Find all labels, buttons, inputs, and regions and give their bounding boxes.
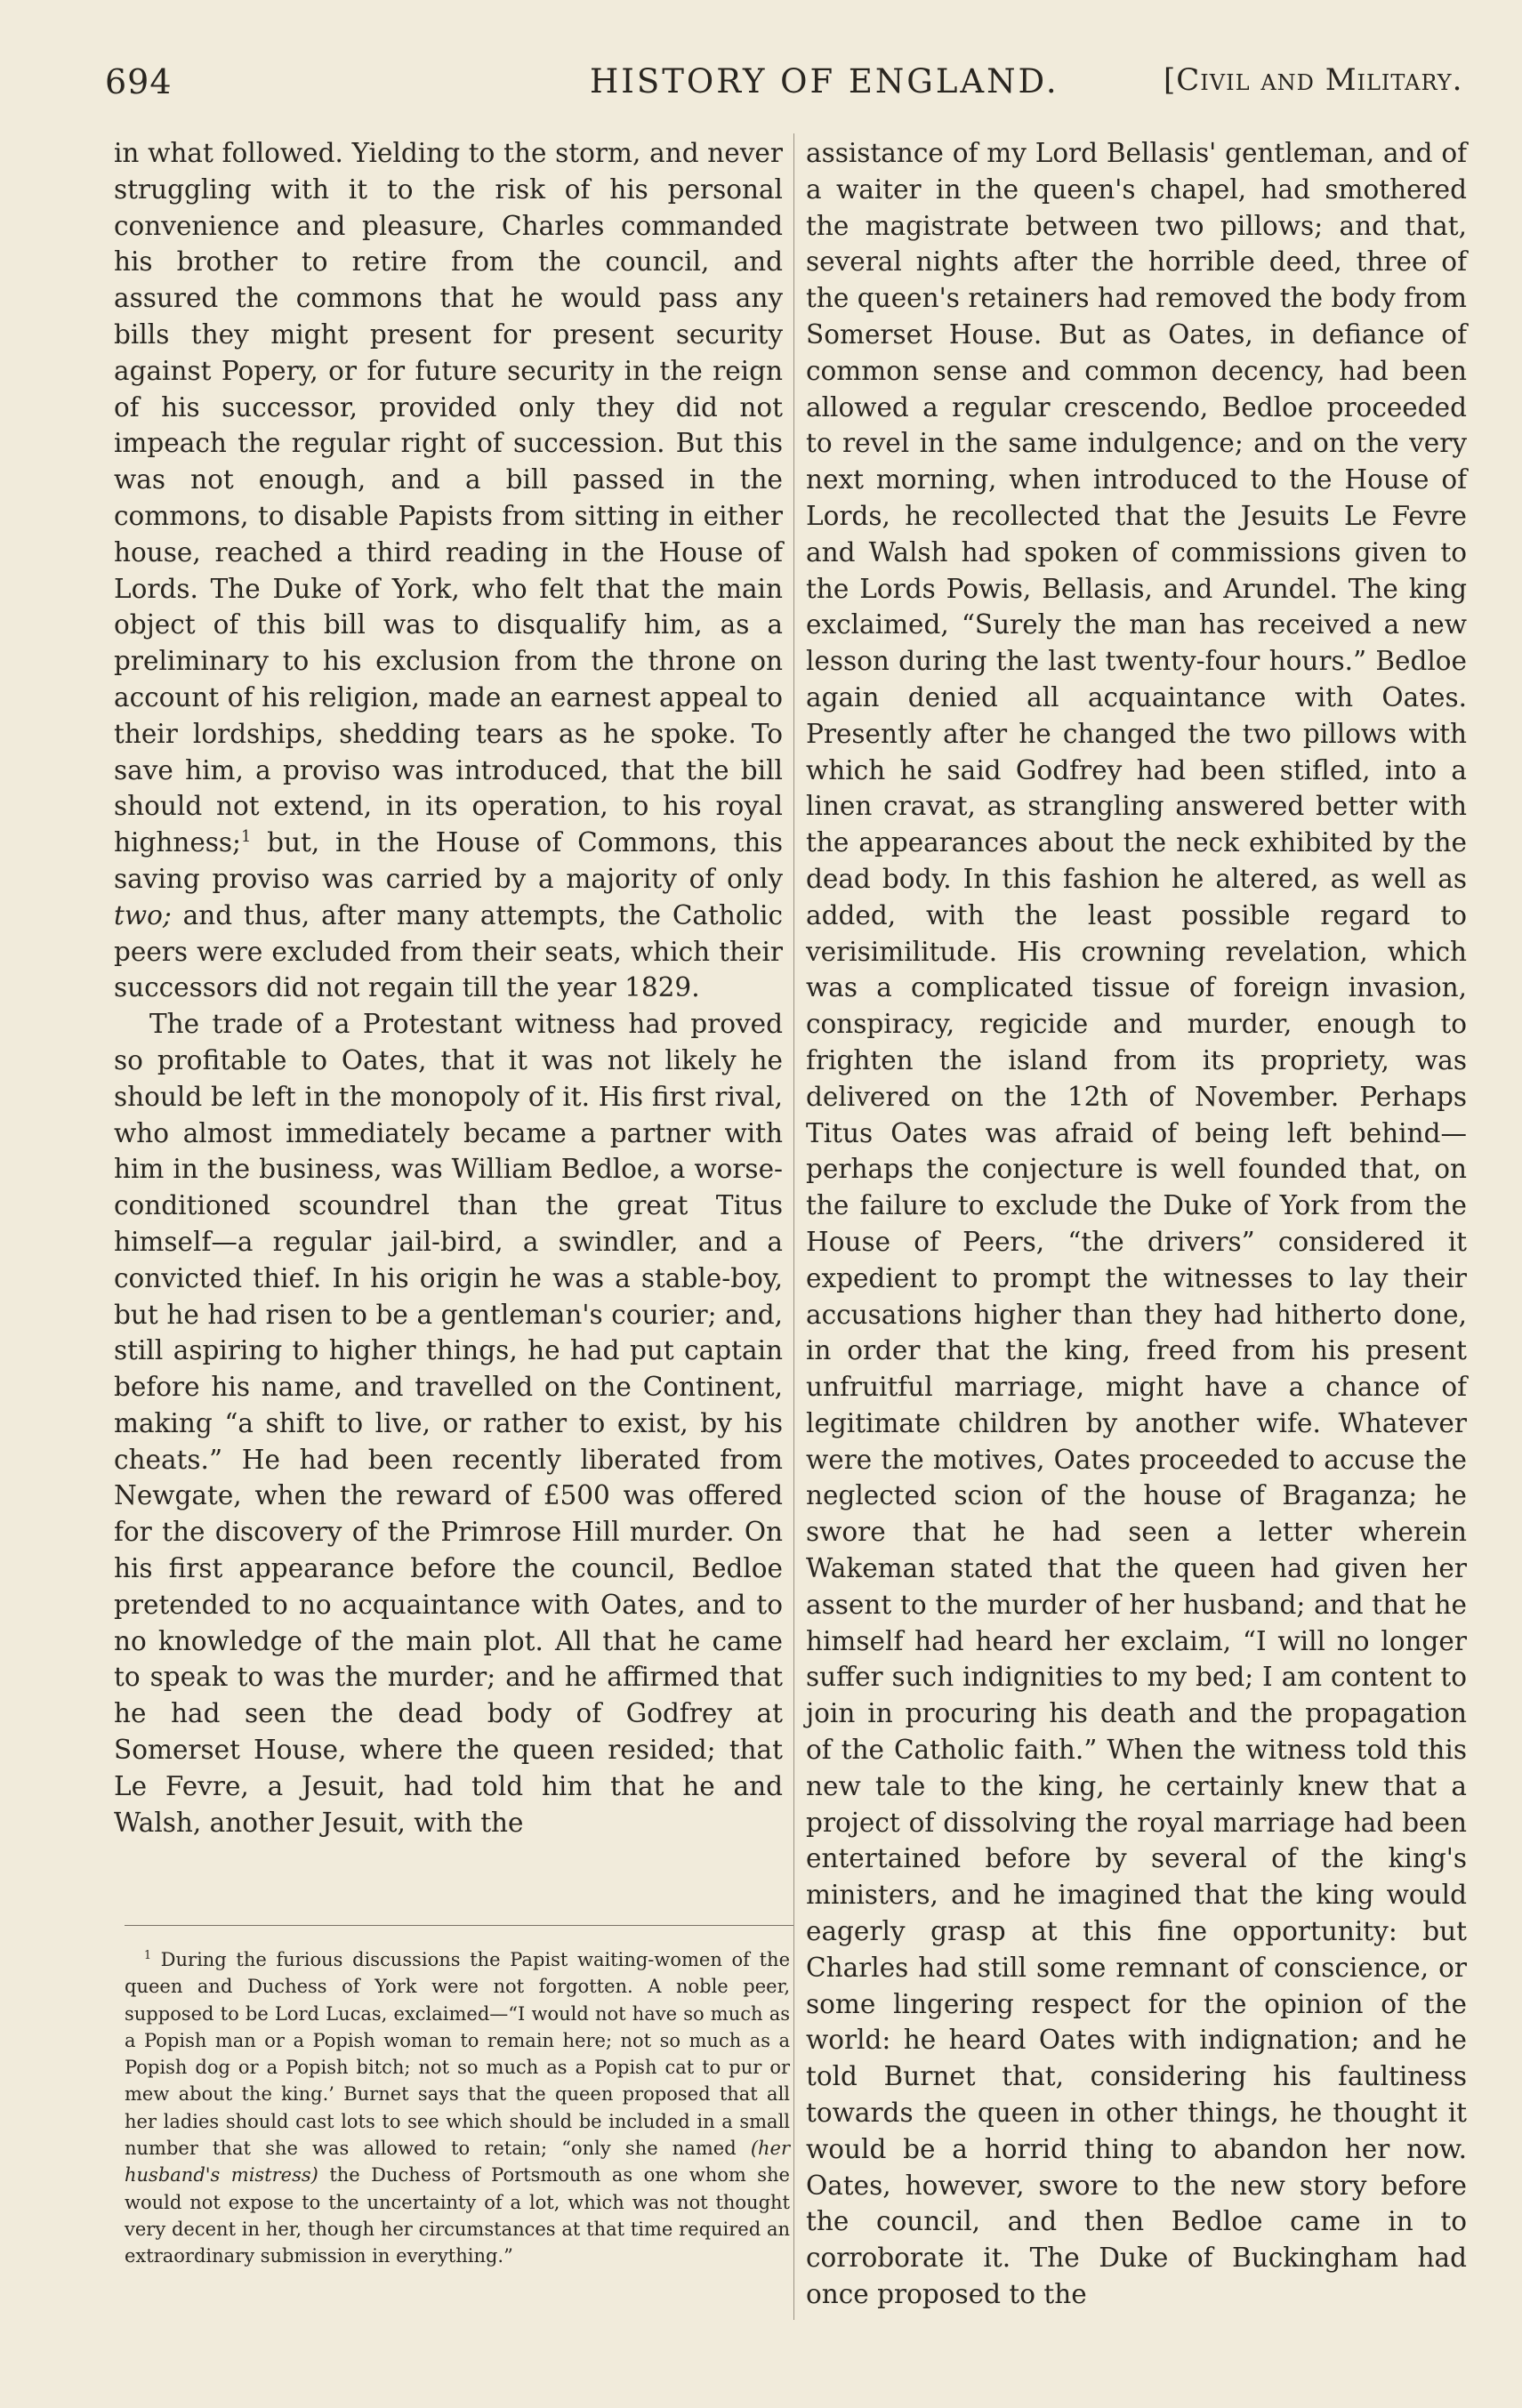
running-title: HISTORY OF ENGLAND. xyxy=(590,62,1059,101)
footnote-marker: 1 xyxy=(144,1948,152,1961)
footnote xyxy=(125,1946,790,2270)
right-column xyxy=(806,135,1467,2313)
left-column xyxy=(114,135,783,1840)
paragraph: The trade of a Protestant witness had proved so profitable to Oates, that it was not likely he should be left in the monopoly of it. His first rival, who almost immediately became a partner with him in the business, was William Bedloe, a worse-conditioned scoundrel than the great Titus himself—a regular jail-bird, a swindler, and a convicted thief. In his origin he was a stable-boy, but he had risen to be a gentleman's courier; and, still aspiring to higher things, he had put captain before his name, and travelled on the Continent, making “a shift to live, or rather to exist, by his cheats.” He had been recently liberated from Newgate, when the reward of £500 was offered for the discovery of the Primrose Hill murder. On his first appearance before the council, Bedloe pretended to no acquaintance with Oates, and to no knowledge of the main plot. All that he came to speak to was the murder; and he affirmed that he had seen the dead body of Godfrey at Somerset House, where the queen resided; that Le Fevre, a Jesuit, had told him that he and Walsh, another Jesuit, with the xyxy=(114,1009,783,1838)
text-run: During the furious discussions the Papist waiting-women of the queen and Duchess of York were not forgotten. A noble peer, supposed to be Lord Lucas, exclaimed—“I would not have so much as a Popish man or a Popish woman to remain here; not so much as a Popish dog or a Popish bitch; not so much as a Popish cat to pur or mew about the king.’ Burnet says that the queen proposed that all her ladies should cast lots to see which should be included in a small number that she was allowed to retain; “only she named xyxy=(125,1949,790,2160)
section-label: [Civil and Military. xyxy=(1164,62,1463,98)
text-run: the Duchess of Portsmouth as one whom she would not expose to the uncertainty of a lot, which was not thought very decent in her, though her circumstances at that time required an extraordinary submission in everything.” xyxy=(125,2164,790,2267)
page-number: 694 xyxy=(105,62,173,101)
footnote-divider xyxy=(125,1925,793,1926)
text-run: in what followed. Yielding to the storm, and never struggling with it to the risk of his personal convenience and pleasure, Charles commanded his brother to retire from the council, and assured the commons that he would pass any bills they might present for present security against Popery, or for future security in the reign of his successor, provided only they did not impeach the regular right of succession. But this was not enough, and a bill passed in the commons, to disable Papists from sitting in either house, reached a third reading in the House of Lords. The Duke of York, who felt that the main object of this bill was to disqualify him, as a preliminary to his exclusion from the throne on account of his religion, made an earnest appeal to their lordships, shedding tears as he spoke. To save him, a proviso was introduced, that the bill should not extend, in its operation, to his royal highness; xyxy=(114,138,783,858)
paragraph: assistance of my Lord Bellasis' gentleman, and of a waiter in the queen's chapel, had smothered the magistrate between two pillows; and that, several nights after the horrible deed, three of the queen's retainers had removed the body from Somerset House. But as Oates, in defiance of common sense and common decency, had been allowed a regular crescendo, Bedloe proceeded to revel in the same indulgence; and on the very next morning, when introduced to the House of Lords, he recollected that the Jesuits Le Fevre and Walsh had spoken of commissions given to the Lords Powis, Bellasis, and Arundel. The king exclaimed, “Surely the man has received a new lesson during the last twenty-four hours.” Bedloe again denied all acquaintance with Oates. Presently after he changed the two pillows with which he said Godfrey had been stifled, into a linen cravat, as strangling answered better with the appearances about the neck exhibited by the dead body. In this fashion he altered, as well as added, with the least possible regard to verisimilitude. His crowning revelation, which was a complicated tissue of foreign invasion, conspiracy, regicide and murder, enough to frighten the island from its propriety, was delivered on the 12th of November. Perhaps Titus Oates was afraid of being left behind—perhaps the conjecture is well founded that, on the failure to exclude the Duke of York from the House of Peers, “the drivers” considered it expedient to prompt the witnesses to lay their accusations higher than they had hitherto done, in order that the king, freed from his present unfruitful marriage, might have a chance of legitimate children by another wife. Whatever were the motives, Oates proceeded to accuse the neglected scion of the house of Braganza; he swore that he had seen a letter wherein Wakeman stated that the queen had given her assent to the murder of her husband; and that he himself had heard her exclaim, “I will no longer suffer such indignities to my bed; I am content to join in procuring his death and the propagation of the Catholic faith.” When the witness told this new tale to the king, he certainly knew that a project of dissolving the royal marriage had been entertained before by several of the king's ministers, and he imagined that the king would eagerly grasp at this fine opportunity: but Charles had still some remnant of conscience, or some lingering respect for the opinion of the world: he heard Oates with indignation; and he told Burnet that, considering his faultiness towards the queen in other things, he thought it would be a horrid thing to abandon her now. Oates, however, swore to the new story before the council, and then Bedloe came in to corroborate it. The Duke of Buckingham had once proposed to the xyxy=(806,138,1467,2310)
text-run: and thus, after many attempts, the Catholic peers were excluded from their seats, which their successors did not regain till the year 1829. xyxy=(114,899,783,1003)
paragraph xyxy=(114,135,783,1006)
emphasis: (her husband's mistress) xyxy=(125,2138,790,2187)
emphasis: two; xyxy=(114,899,172,930)
footnote-text xyxy=(125,1946,790,2270)
running-header xyxy=(105,55,1475,109)
text-run: but, in the House of Commons, this saving proviso was carried by a majority of only xyxy=(114,827,783,894)
footnote-reference: 1 xyxy=(241,828,252,847)
column-divider xyxy=(793,133,794,2320)
